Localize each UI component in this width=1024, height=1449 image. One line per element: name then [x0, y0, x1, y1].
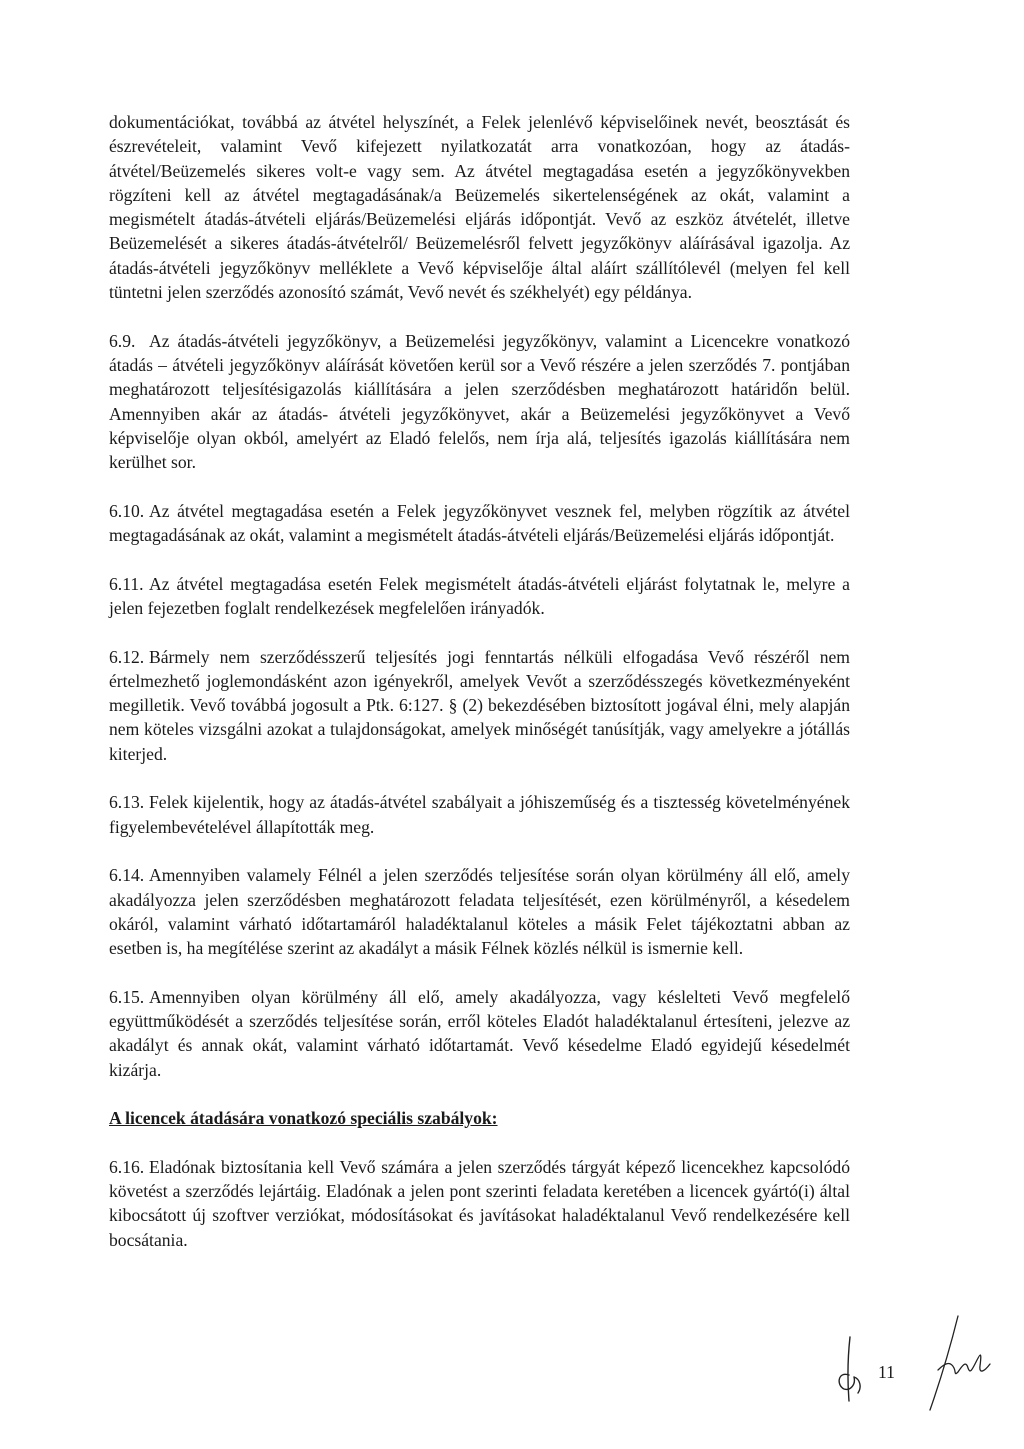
paragraph-6-9 — [109, 329, 850, 475]
paragraph-6-14 — [109, 863, 850, 960]
paragraph-text: Az átvétel megtagadása esetén a Felek jegyzőkönyvet vesznek fel, melyben rögzítik az átvétel megtagadásának az okát, valamint a megismételt átadás-átvételi eljárás/Beüzemelési eljárás időpontját. — [109, 500, 850, 546]
paragraph-number: 6.14. — [109, 865, 145, 886]
page-number: 11 — [878, 1362, 895, 1382]
paragraph-text: Bármely nem szerződésszerű teljesítés jogi fenntartás nélküli elfogadása Vevő részéről nem értelmezhető joglemondásként azon igényekről, amelyek Vevőt a szerződésszegés következményeként megilletik. Vevő továbbá jogosult a Ptk. 6:127. § (2) bekezdésében biztosított jogával élni, mely alapján nem köteles vizsgálni azokat a tulajdonságokat, amelyek minőségét tanúsítják, vagy amelyekre a jótállás kiterjed. — [109, 646, 850, 764]
page-content — [109, 110, 850, 1276]
section-heading: A licencek átadására vonatkozó speciális szabályok: — [109, 1108, 498, 1129]
initials-signature-icon — [832, 1335, 872, 1405]
paragraph-number: 6.11. — [109, 573, 144, 594]
paragraph-6-11 — [109, 572, 850, 621]
paragraph-6-13 — [109, 790, 850, 839]
paragraph-6-16 — [109, 1155, 850, 1252]
paragraph-text: Eladónak biztosítania kell Vevő számára a jelen szerződés tárgyát képező licencekhez kapcsolódó követést a szerződés lejártáig. Eladónak a jelen pont szerinti feladata keretében a licencek gyártó(i) által kibocsátott új szoftver verziókat, módosításokat és javításokat haladéktalanul Vevő rendelkezésére kell bocsátania. — [109, 1156, 850, 1250]
paragraph-6-10 — [109, 499, 850, 548]
paragraph-number: 6.10. — [109, 500, 145, 521]
paragraph-text: Amennyiben valamely Félnél a jelen szerződés teljesítése során olyan körülmény áll elő, amely akadályozza jelen szerződésben meghatározott feladata teljesítését, ezen körülményről, a késedelem okáról, valamint várható időtartamáról haladéktalanul köteles a másik Felet tájékoztatni abban az esetben is, ha megítélése szerint az akadályt a másik Félnek közlés nélkül is ismernie kell. — [109, 865, 850, 959]
paragraph-text: Az átadás-átvételi jegyzőkönyv, a Beüzemelési jegyzőkönyv, valamint a Licencekre vonatkozó átadás – átvételi jegyzőkönyv aláírását követően kerül sor a Vevő részére a jelen szerződés 7. pontjában meghatározott teljesítésigazolás kiállítására a jelen szerződésben meghatározott határidőn belül. Amennyiben akár az átadás- átvételi jegyzőkönyvet, akár a Beüzemelési jegyzőkönyvet a Vevő képviselője olyan okból, amelyért az Eladó felelős, nem írja alá, teljesítés igazolás kiállítására nem kerülhet sor. — [109, 330, 850, 473]
paragraph-number: 6.9. — [109, 330, 136, 351]
paragraph-text: Amennyiben olyan körülmény áll elő, amely akadályozza, vagy késlelteti Vevő megfelelő együttműködését a szerződés teljesítése során, erről köteles Eladót haladéktalanul értesíteni, jelezve az akadályt és annak okát, valamint várható időtartamát. Vevő késedelme Eladó egyidejű késedelmét kizárja. — [109, 986, 850, 1080]
paragraph-text: Felek kijelentik, hogy az átadás-átvétel szabályait a jóhiszeműség és a tisztesség követelményének figyelembevételével állapították meg. — [109, 792, 850, 837]
paragraph-6-12 — [109, 645, 850, 766]
paragraph-number: 6.12. — [109, 646, 145, 667]
paragraph-6-15 — [109, 985, 850, 1082]
paragraph-text: dokumentációkat, továbbá az átvétel helyszínét, a Felek jelenlévő képviselőinek nevét, beosztását és észrevételeit, valamint Vevő kifejezett nyilatkozatát arra vonatkozóan, hogy az átadás-átvétel/Beüzemelés sikeres volt-e vagy sem. Az átvétel megtagadása esetén a jegyzőkönyvekben rögzíteni kell az átvétel megtagadásának/a Beüzemelés sikertelenségének az okát, valamint a megismételt átadás-átvételi eljárás/Beüzemelési eljárás időpontját. Vevő az eszköz átvételét, illetve Beüzemelését a sikeres átadás-átvételről/ Beüzemelésről felvett jegyzőkönyv aláírásával igazolja. Az átadás-átvételi jegyzőkönyv melléklete a Vevő képviselője által aláírt szállítólevél (melyen fel kell tüntetni jelen szerződés azonosító számát, Vevő nevét és székhelyét) egy példánya. — [109, 112, 850, 303]
paragraph-text: Az átvétel megtagadása esetén Felek megismételt átadás-átvételi eljárást folytatnak le, melyre a jelen fejezetben foglalt rendelkezések megfelelően irányadók. — [109, 573, 850, 618]
paragraph-continuation — [109, 110, 850, 304]
paragraph-number: 6.13. — [109, 792, 145, 813]
paragraph-number: 6.16. — [109, 1156, 145, 1177]
initials-signature-icon — [910, 1310, 1020, 1420]
paragraph-number: 6.15. — [109, 986, 145, 1007]
